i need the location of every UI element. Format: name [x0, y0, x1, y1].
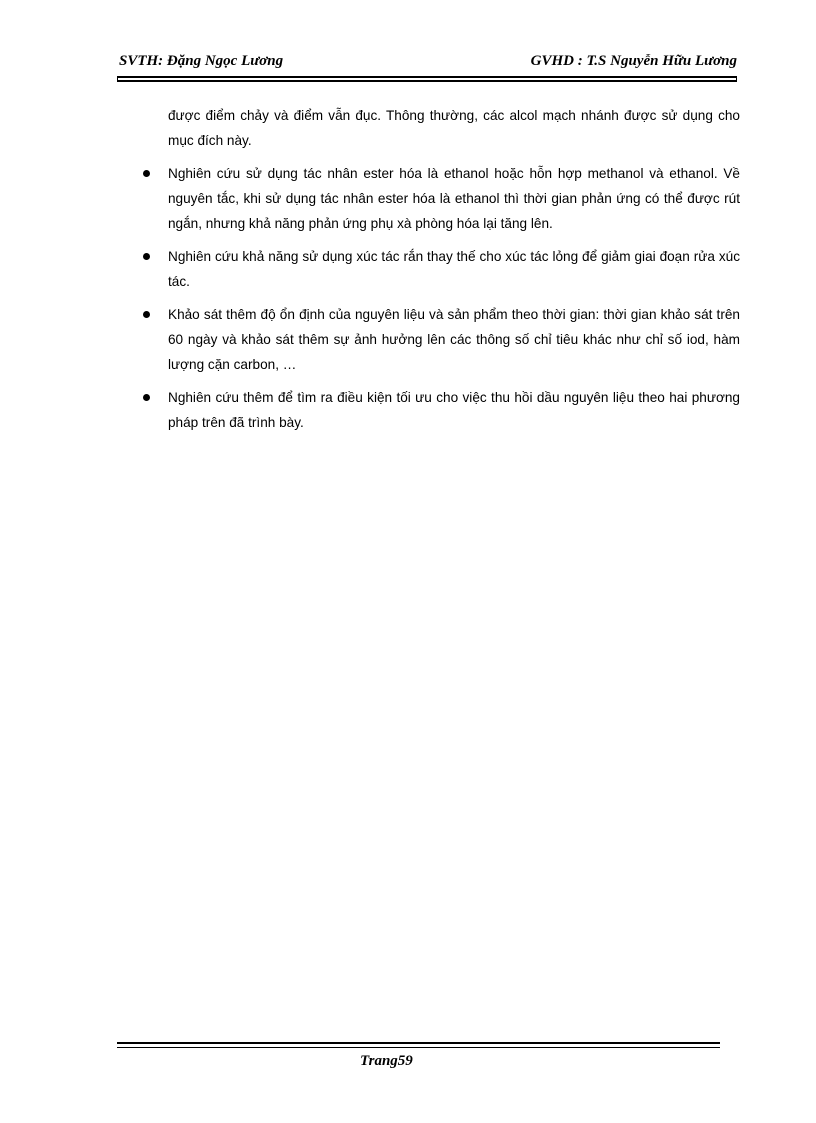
list-item	[168, 244, 740, 294]
footer-divider	[117, 1042, 720, 1048]
list-item	[168, 302, 740, 377]
header-student: SVTH: Đặng Ngọc Lương	[119, 53, 284, 69]
bullet-icon	[143, 253, 150, 260]
list-item	[168, 161, 740, 236]
list-item	[168, 385, 740, 435]
bullet-icon	[143, 170, 150, 177]
list-item-text: Khảo sát thêm độ ổn định của nguyên liệu và sản phẩm theo thời gian: thời gian khảo sát trên 60 ngày và khảo sát thêm sự ảnh hưởng lên các thông số chỉ tiêu khác như chỉ số iod, hàm lượng cặn carbon, …	[168, 307, 740, 372]
page-number: Trang59	[360, 1053, 413, 1069]
header-advisor: GVHD : T.S Nguyễn Hữu Lương	[530, 53, 737, 69]
intro-paragraph: được điểm chảy và điểm vẫn đục. Thông thường, các alcol mạch nhánh được sử dụng cho mục đích này.	[168, 108, 740, 148]
list-item-text: Nghiên cứu khả năng sử dụng xúc tác rắn thay thế cho xúc tác lỏng để giảm giai đoạn rửa xúc tác.	[168, 249, 740, 289]
list-item-text: Nghiên cứu sử dụng tác nhân ester hóa là ethanol hoặc hỗn hợp methanol và ethanol. Về nguyên tắc, khi sử dụng tác nhân ester hóa là ethanol thì thời gian phản ứng có thể được rút ngắn, nhưng khả năng phản ứng phụ xà phòng hóa lại tăng lên.	[168, 166, 740, 231]
list-item-text: Nghiên cứu thêm để tìm ra điều kiện tối ưu cho việc thu hồi dầu nguyên liệu theo hai phương pháp trên đã trình bày.	[168, 390, 740, 430]
bullet-icon	[143, 394, 150, 401]
page-header	[117, 50, 737, 78]
document-body	[168, 103, 740, 443]
bullet-icon	[143, 311, 150, 318]
